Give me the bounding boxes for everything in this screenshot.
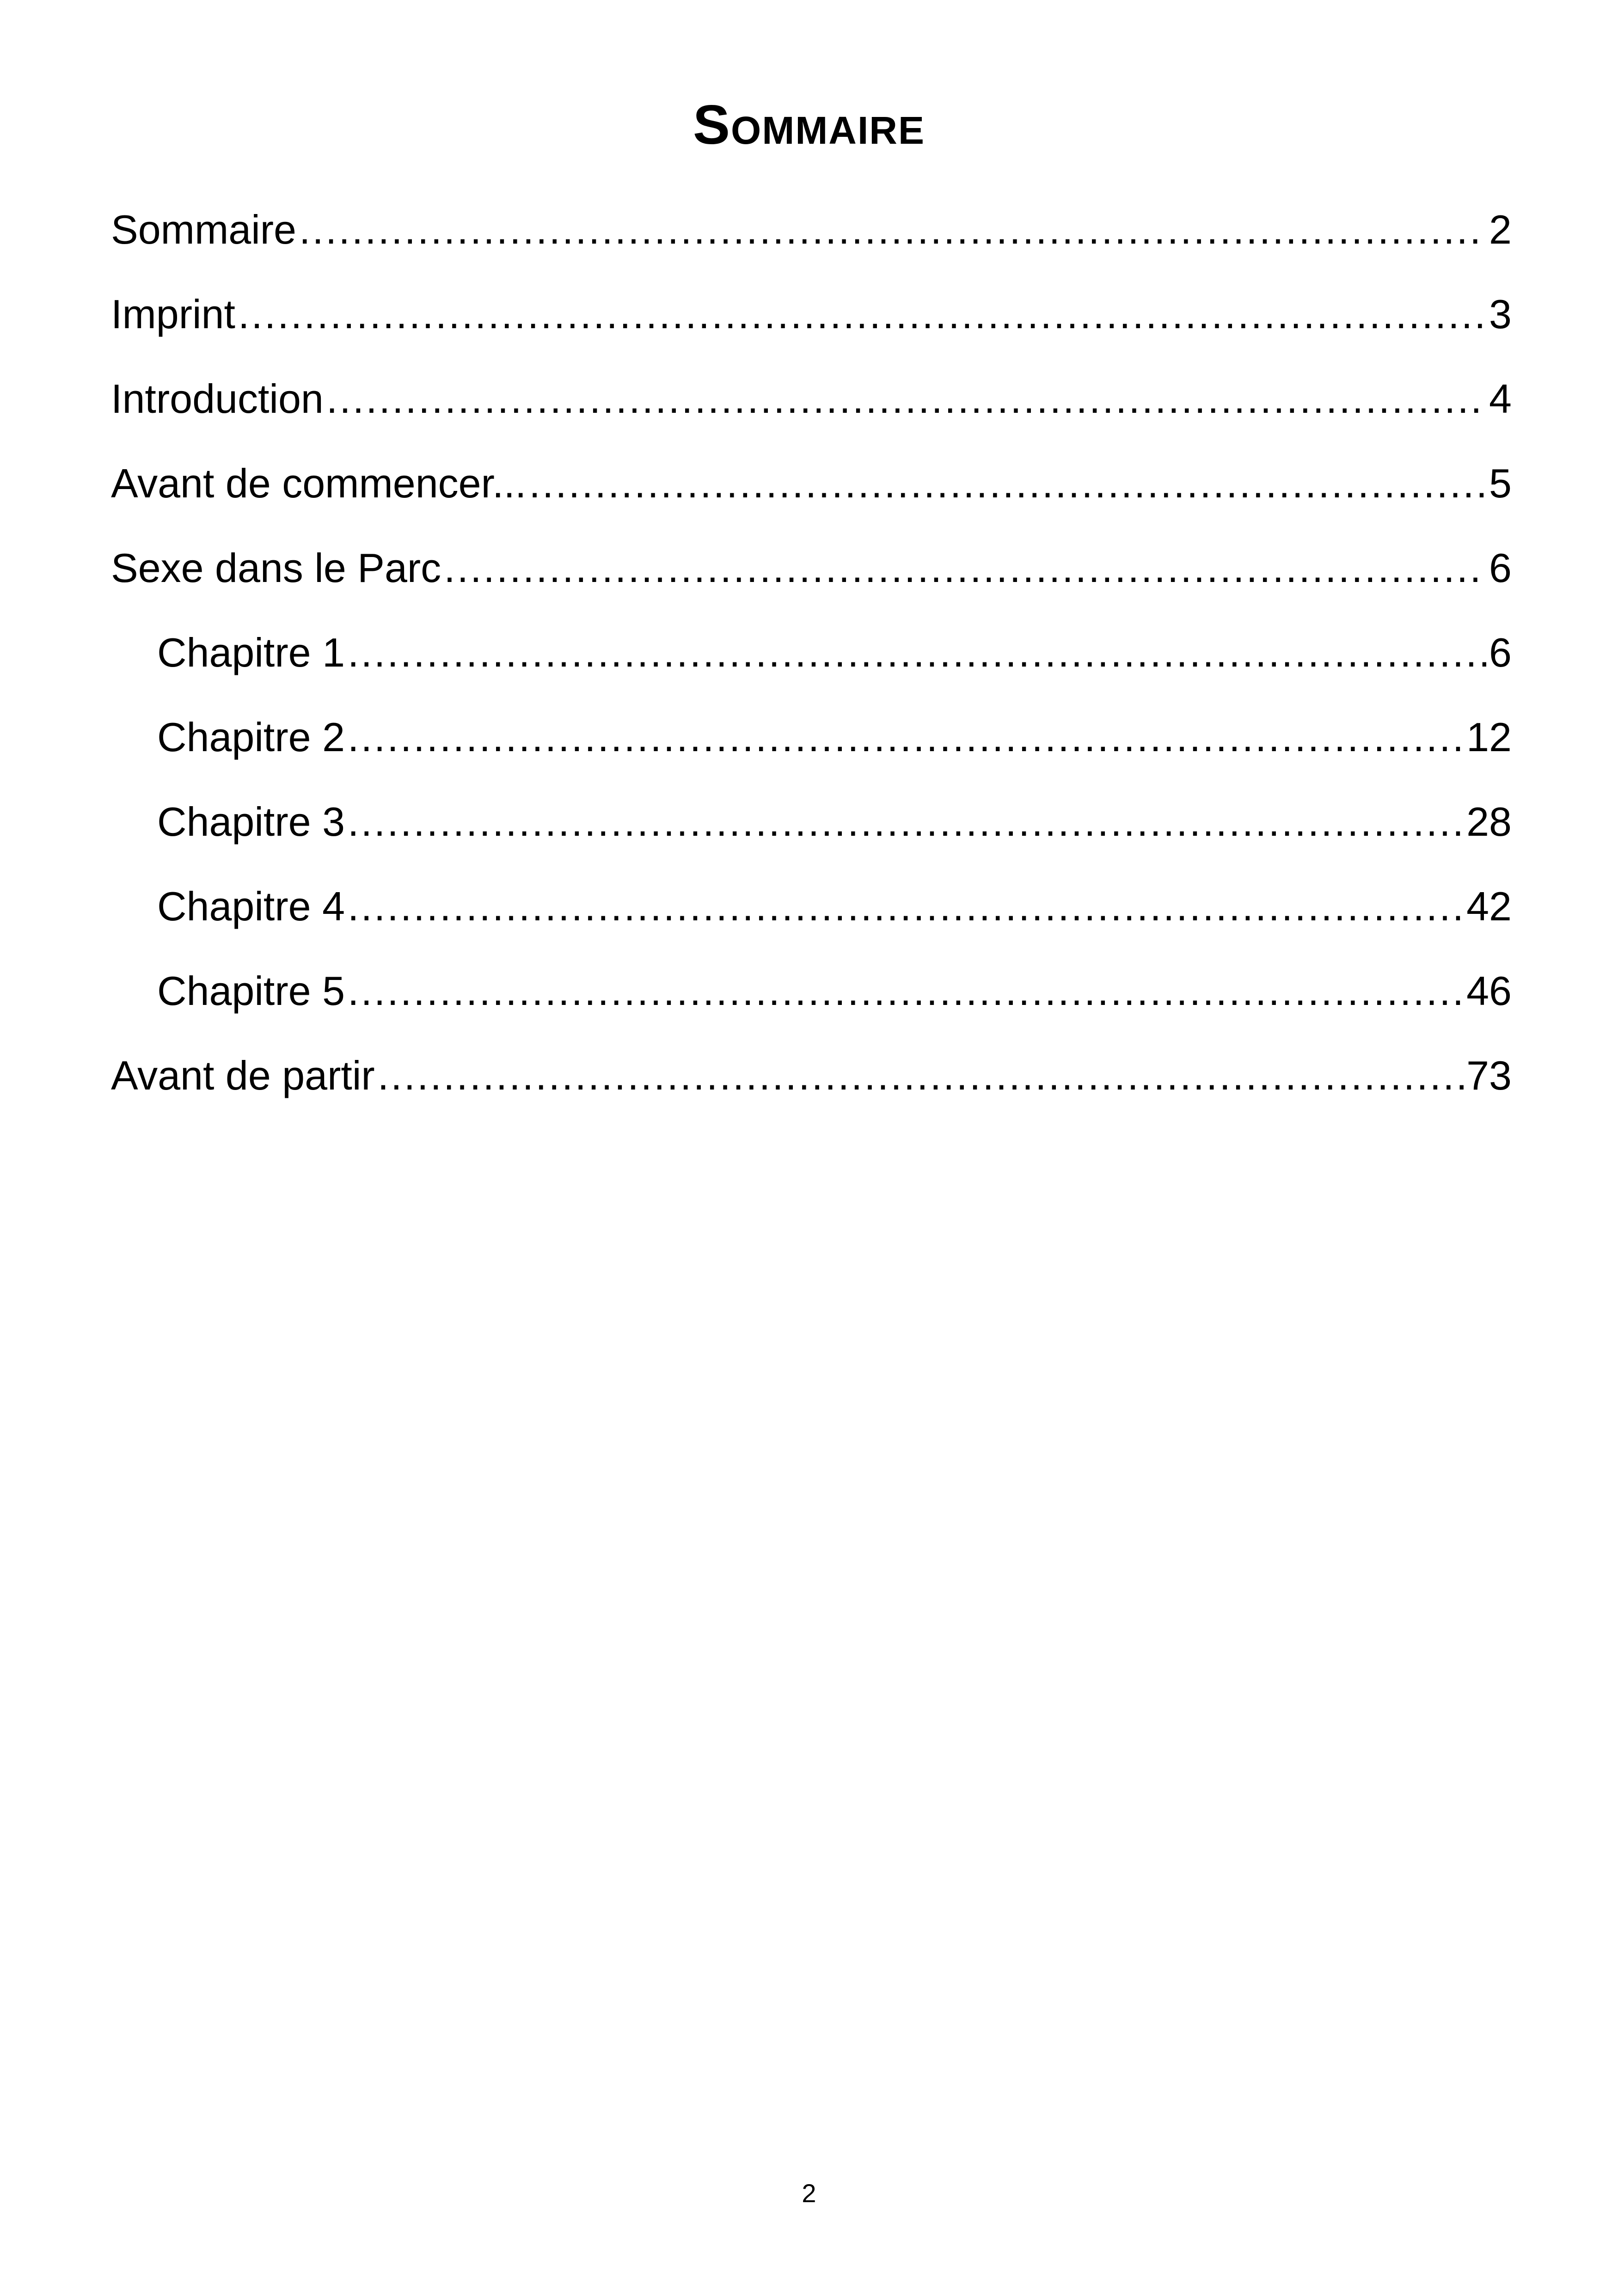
toc-entry-imprint[interactable] bbox=[111, 284, 1512, 369]
toc-entry-label: Introduction bbox=[111, 376, 324, 422]
toc-entry-label: Chapitre 3 bbox=[157, 799, 345, 845]
dot-leader bbox=[348, 792, 1464, 852]
dot-leader bbox=[238, 284, 1486, 344]
toc-entry-label: Sommaire bbox=[111, 207, 296, 252]
toc-entry-page: 3 bbox=[1489, 291, 1512, 337]
toc-entry-label: Avant de commencer... bbox=[111, 460, 527, 506]
table-of-contents bbox=[111, 200, 1512, 1130]
dot-leader bbox=[348, 623, 1486, 683]
toc-entry-sommaire[interactable] bbox=[111, 200, 1512, 284]
dot-leader bbox=[444, 538, 1486, 598]
dot-leader bbox=[348, 961, 1464, 1021]
toc-entry-label: Chapitre 5 bbox=[157, 968, 345, 1014]
toc-entry-page: 2 bbox=[1489, 207, 1512, 252]
dot-leader bbox=[378, 1046, 1464, 1106]
toc-entry-page: 6 bbox=[1489, 545, 1512, 591]
toc-entry-page: 28 bbox=[1466, 799, 1512, 845]
toc-entry-label: Avant de partir bbox=[111, 1053, 375, 1098]
toc-entry-chapitre-4[interactable] bbox=[111, 876, 1512, 961]
toc-entry-chapitre-3[interactable] bbox=[111, 792, 1512, 876]
toc-entry-avant-de-commencer[interactable] bbox=[111, 453, 1512, 538]
toc-entry-chapitre-5[interactable] bbox=[111, 961, 1512, 1046]
toc-entry-page: 12 bbox=[1466, 714, 1512, 760]
toc-entry-sexe-dans-le-parc[interactable] bbox=[111, 538, 1512, 623]
dot-leader bbox=[299, 200, 1486, 260]
toc-entry-label: Imprint bbox=[111, 291, 235, 337]
dot-leader bbox=[529, 453, 1486, 514]
page-number: 2 bbox=[802, 2179, 816, 2208]
toc-entry-page: 5 bbox=[1489, 460, 1512, 506]
page-title: Sommaire bbox=[693, 94, 925, 156]
toc-entry-page: 73 bbox=[1466, 1053, 1512, 1098]
toc-entry-label: Chapitre 2 bbox=[157, 714, 345, 760]
toc-entry-page: 6 bbox=[1489, 630, 1512, 675]
toc-entry-chapitre-1[interactable] bbox=[111, 623, 1512, 707]
toc-entry-avant-de-partir[interactable] bbox=[111, 1046, 1512, 1130]
dot-leader bbox=[326, 369, 1486, 429]
dot-leader bbox=[348, 876, 1464, 937]
toc-entry-page: 46 bbox=[1466, 968, 1512, 1014]
toc-entry-page: 4 bbox=[1489, 376, 1512, 422]
toc-entry-label: Chapitre 1 bbox=[157, 630, 345, 675]
toc-entry-page: 42 bbox=[1466, 883, 1512, 929]
dot-leader bbox=[348, 707, 1464, 767]
toc-entry-introduction[interactable] bbox=[111, 369, 1512, 453]
toc-entry-label: Chapitre 4 bbox=[157, 883, 345, 929]
toc-entry-label: Sexe dans le Parc bbox=[111, 545, 441, 591]
toc-entry-chapitre-2[interactable] bbox=[111, 707, 1512, 792]
